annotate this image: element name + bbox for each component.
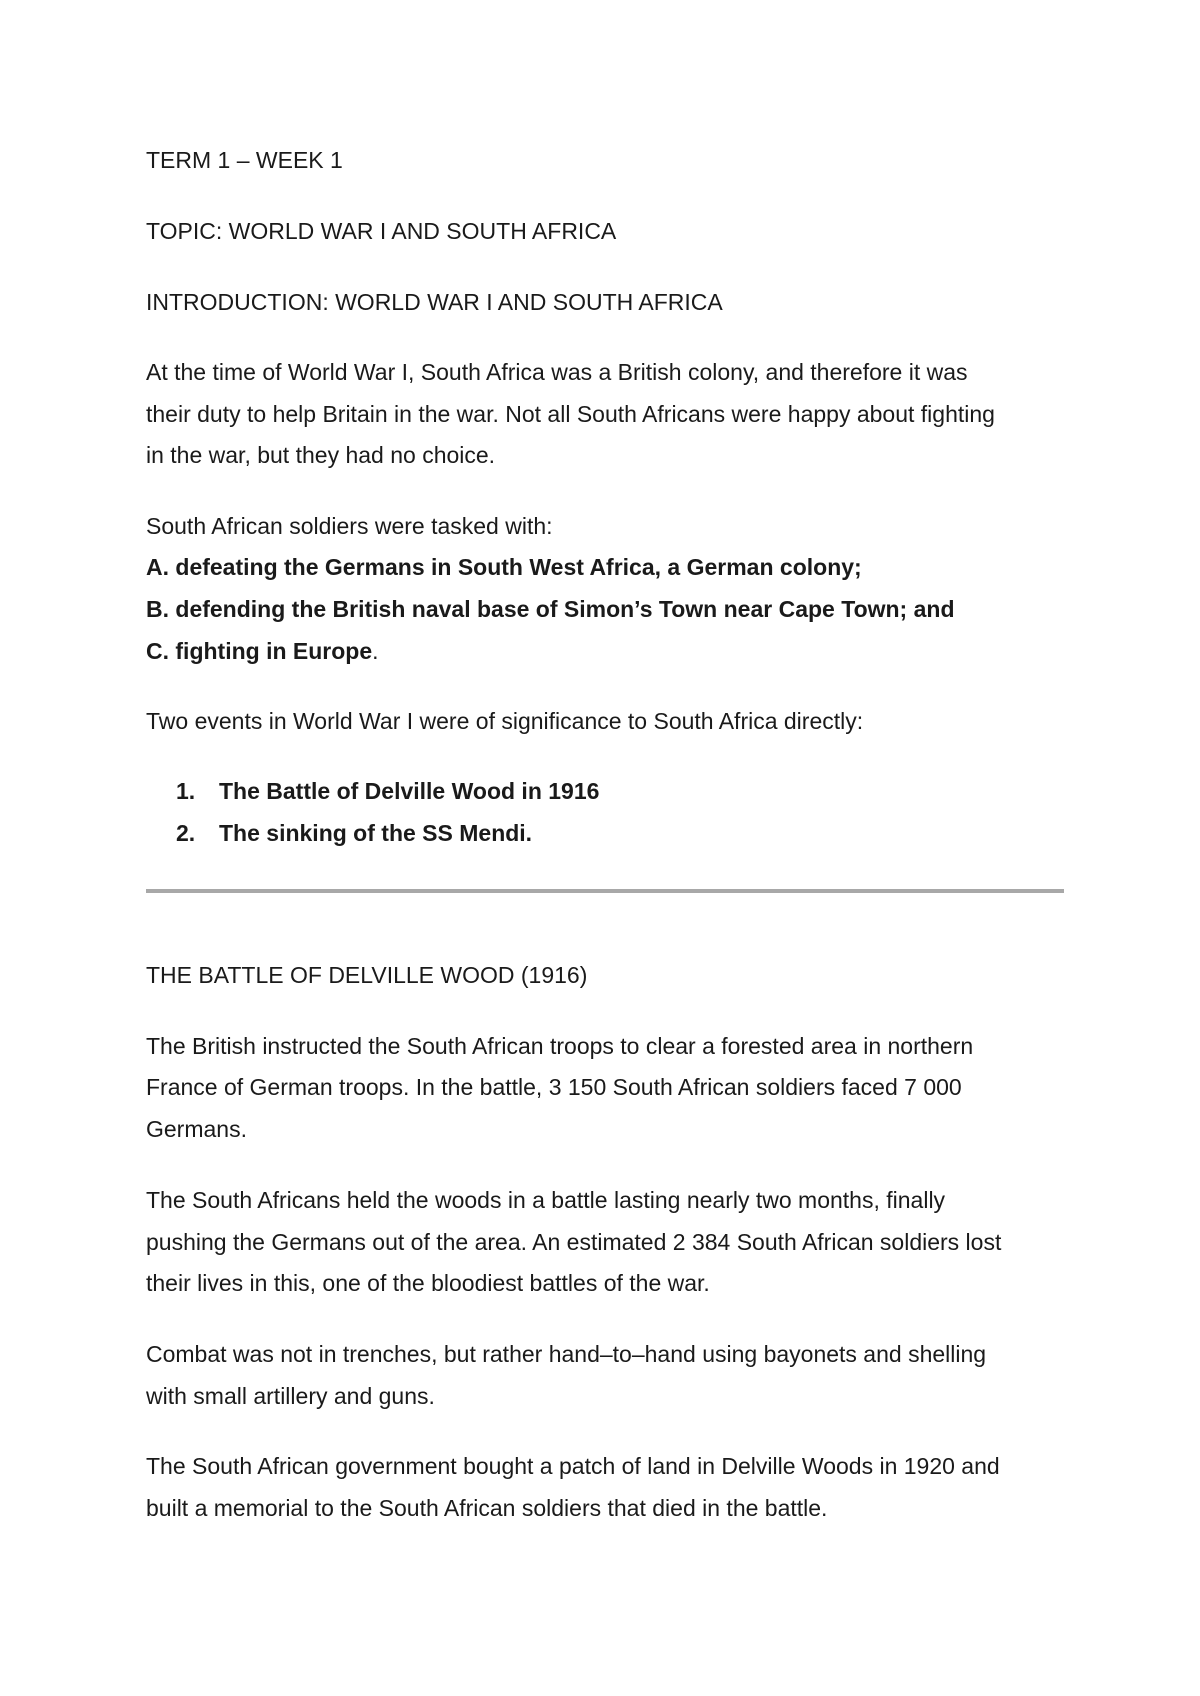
task-item: B. defending the British naval base of Simon’s Town near Cape Town; and	[146, 596, 955, 622]
paragraph-line: with small artillery and guns.	[146, 1383, 435, 1409]
paragraph-line: Germans.	[146, 1116, 247, 1142]
paragraph-line: pushing the Germans out of the area. An estimated 2 384 South African soldiers lost	[146, 1229, 1002, 1255]
event-number: 1.	[176, 778, 196, 804]
delville-wood-heading: THE BATTLE OF DELVILLE WOOD (1916)	[146, 962, 588, 988]
paragraph-line: built a memorial to the South African soldiers that died in the battle.	[146, 1495, 828, 1521]
term-week-heading: TERM 1 – WEEK 1	[146, 147, 343, 173]
task-item-text: C. fighting in Europe	[146, 638, 373, 664]
paragraph-line: their lives in this, one of the bloodiest battles of the war.	[146, 1270, 710, 1296]
paragraph-line: France of German troops. In the battle, 3 150 South African soldiers faced 7 000	[146, 1074, 962, 1100]
events-lead-text: Two events in World War I were of significance to South Africa directly:	[146, 708, 864, 734]
paragraph-line: in the war, but they had no choice.	[146, 442, 496, 468]
tasked-lead-text: South African soldiers were tasked with:	[146, 513, 553, 539]
task-item-period: .	[372, 638, 379, 664]
introduction-heading: INTRODUCTION: WORLD WAR I AND SOUTH AFRICA	[146, 289, 723, 315]
event-number: 2.	[176, 820, 196, 846]
event-text: The Battle of Delville Wood in 1916	[219, 778, 600, 804]
paragraph-line: At the time of World War I, South Africa was a British colony, and therefore it was	[146, 359, 968, 385]
paragraph-line: Combat was not in trenches, but rather hand–to–hand using bayonets and shelling	[146, 1341, 987, 1367]
topic-heading: TOPIC: WORLD WAR I AND SOUTH AFRICA	[146, 218, 617, 244]
event-text: The sinking of the SS Mendi.	[219, 820, 533, 846]
paragraph-line: their duty to help Britain in the war. Not all South Africans were happy about fighting	[146, 401, 995, 427]
paragraph-line: The South Africans held the woods in a battle lasting nearly two months, finally	[146, 1187, 946, 1213]
paragraph-line: The British instructed the South African troops to clear a forested area in northern	[146, 1033, 974, 1059]
task-item: A. defeating the Germans in South West Africa, a German colony;	[146, 554, 862, 580]
task-item-last	[146, 637, 379, 665]
paragraph-line: The South African government bought a patch of land in Delville Woods in 1920 and	[146, 1453, 1000, 1479]
horizontal-divider	[146, 889, 1064, 893]
